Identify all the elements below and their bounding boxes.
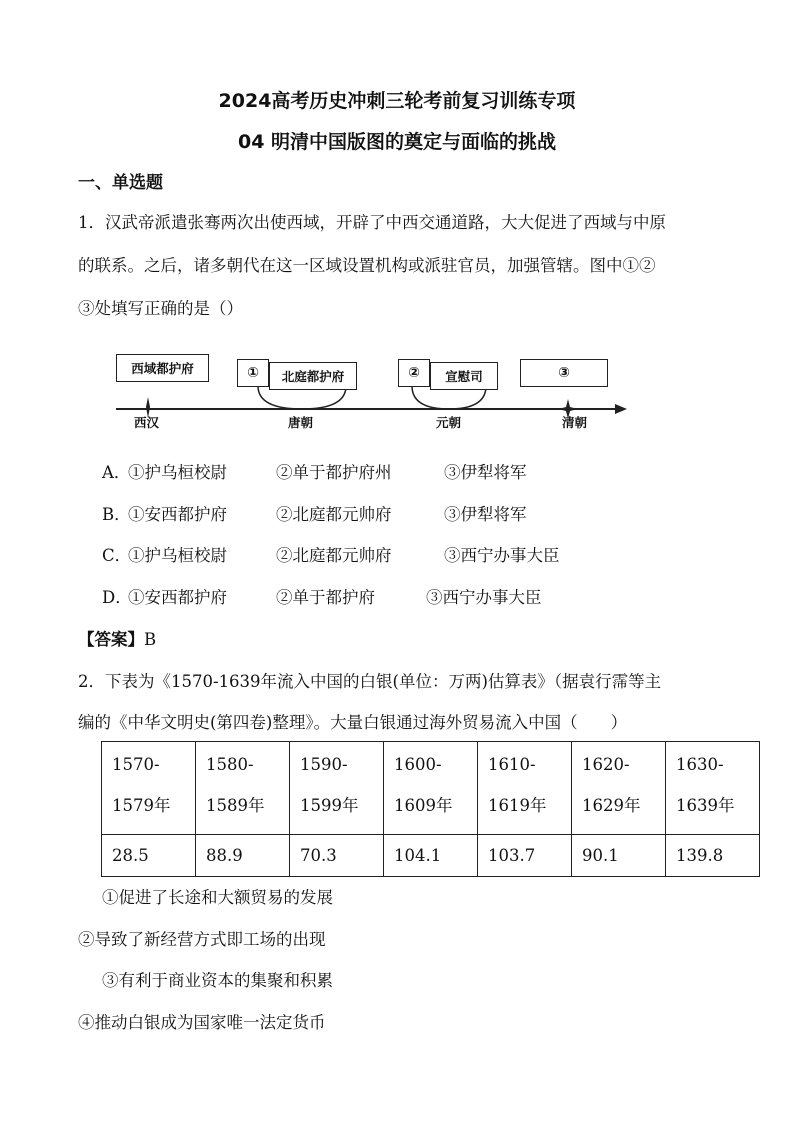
table-header-row bbox=[102, 742, 760, 835]
q1-stem-line3: ③处填写正确的是（） bbox=[78, 299, 243, 318]
box-xuanweisi: 宣慰司 bbox=[430, 362, 498, 390]
q2-statement-2: ②导致了新经营方式即工场的出现 bbox=[78, 930, 326, 949]
table-header-cell: 1620- 1629年 bbox=[572, 742, 666, 835]
document-title: 2024高考历史冲刺三轮考前复习训练专项 bbox=[218, 90, 576, 112]
option-part-1: ①护乌桓校尉 bbox=[128, 463, 227, 482]
q1-option-d[interactable] bbox=[102, 584, 542, 608]
option-letter: C． bbox=[102, 546, 132, 565]
table-cell: 70.3 bbox=[290, 835, 384, 877]
q2-statement-4: ④推动白银成为国家唯一法定货币 bbox=[78, 1013, 326, 1032]
box-blank-2: ② bbox=[398, 359, 430, 387]
era-label-qing: 清朝 bbox=[562, 415, 588, 430]
table-cell: 139.8 bbox=[666, 835, 760, 877]
option-part-1: ①护乌桓校尉 bbox=[128, 546, 227, 565]
table-cell: 103.7 bbox=[478, 835, 572, 877]
document-subtitle: 04 明清中国版图的奠定与面临的挑战 bbox=[237, 131, 557, 153]
option-letter: D． bbox=[102, 588, 132, 607]
era-label-xihan: 西汉 bbox=[134, 415, 160, 430]
option-part-1: ①安西都护府 bbox=[128, 505, 227, 524]
table-cell: 104.1 bbox=[384, 835, 478, 877]
section-heading: 一、单选题 bbox=[78, 173, 163, 193]
option-part-2: ②北庭都元帅府 bbox=[276, 505, 392, 524]
option-part-2: ②北庭都元帅府 bbox=[276, 546, 392, 565]
timeline-axis-arrow bbox=[615, 404, 627, 414]
option-part-3: ③伊犁将军 bbox=[444, 505, 527, 524]
option-part-1: ①安西都护府 bbox=[128, 588, 227, 607]
table-cell: 28.5 bbox=[102, 835, 196, 877]
q1-option-b[interactable] bbox=[102, 501, 527, 525]
answer-label: 【答案】 bbox=[78, 630, 144, 649]
option-part-3: ③西宁办事大臣 bbox=[444, 546, 560, 565]
table-header-cell: 1630- 1639年 bbox=[666, 742, 760, 835]
box-blank-1: ① bbox=[237, 359, 269, 387]
table-row bbox=[102, 835, 760, 877]
option-letter: A． bbox=[102, 463, 131, 482]
q2-stem-line2: 编的《中华文明史(第四卷)整理》。大量白银通过海外贸易流入中国（ ） bbox=[78, 713, 628, 732]
q1-answer bbox=[78, 626, 156, 650]
option-part-3: ③伊犁将军 bbox=[444, 463, 527, 482]
q1-option-a[interactable] bbox=[102, 459, 527, 483]
table-header-cell: 1590- 1599年 bbox=[290, 742, 384, 835]
q2-stem-line1: 2．下表为《1570-1639年流入中国的白银(单位：万两)估算表》（据袁行霈等主 bbox=[78, 672, 662, 691]
era-label-yuan: 元朝 bbox=[436, 415, 462, 430]
q1-stem-line2: 的联系。之后，诸多朝代在这一区域设置机构或派驻官员，加强管辖。图中①② bbox=[78, 256, 656, 275]
option-part-2: ②单于都护府州 bbox=[276, 463, 392, 482]
table-header-cell: 1570- 1579年 bbox=[102, 742, 196, 835]
table-header-cell: 1580- 1589年 bbox=[196, 742, 290, 835]
answer-value: B bbox=[144, 630, 157, 649]
q1-option-c[interactable] bbox=[102, 542, 560, 566]
table-header-cell: 1610- 1619年 bbox=[478, 742, 572, 835]
era-label-tang: 唐朝 bbox=[288, 415, 314, 430]
timeline-diagram bbox=[116, 350, 636, 440]
table-cell: 90.1 bbox=[572, 835, 666, 877]
table-cell: 88.9 bbox=[196, 835, 290, 877]
box-xiyu-duhufu: 西域都护府 bbox=[116, 354, 209, 382]
option-part-2: ②单于都护府 bbox=[276, 588, 375, 607]
option-letter: B． bbox=[102, 505, 131, 524]
box-beiting-duhufu: 北庭都护府 bbox=[269, 362, 357, 390]
table-header-cell: 1600- 1609年 bbox=[384, 742, 478, 835]
q2-statement-1: ①促进了长途和大额贸易的发展 bbox=[102, 888, 333, 907]
q1-stem-line1: 1．汉武帝派遣张骞两次出使西域，开辟了中西交通道路，大大促进了西域与中原 bbox=[78, 213, 666, 232]
silver-inflow-table bbox=[101, 741, 760, 877]
q2-statement-3: ③有利于商业资本的集聚和积累 bbox=[102, 971, 333, 990]
option-part-3: ③西宁办事大臣 bbox=[426, 588, 542, 607]
box-blank-3: ③ bbox=[520, 359, 608, 387]
